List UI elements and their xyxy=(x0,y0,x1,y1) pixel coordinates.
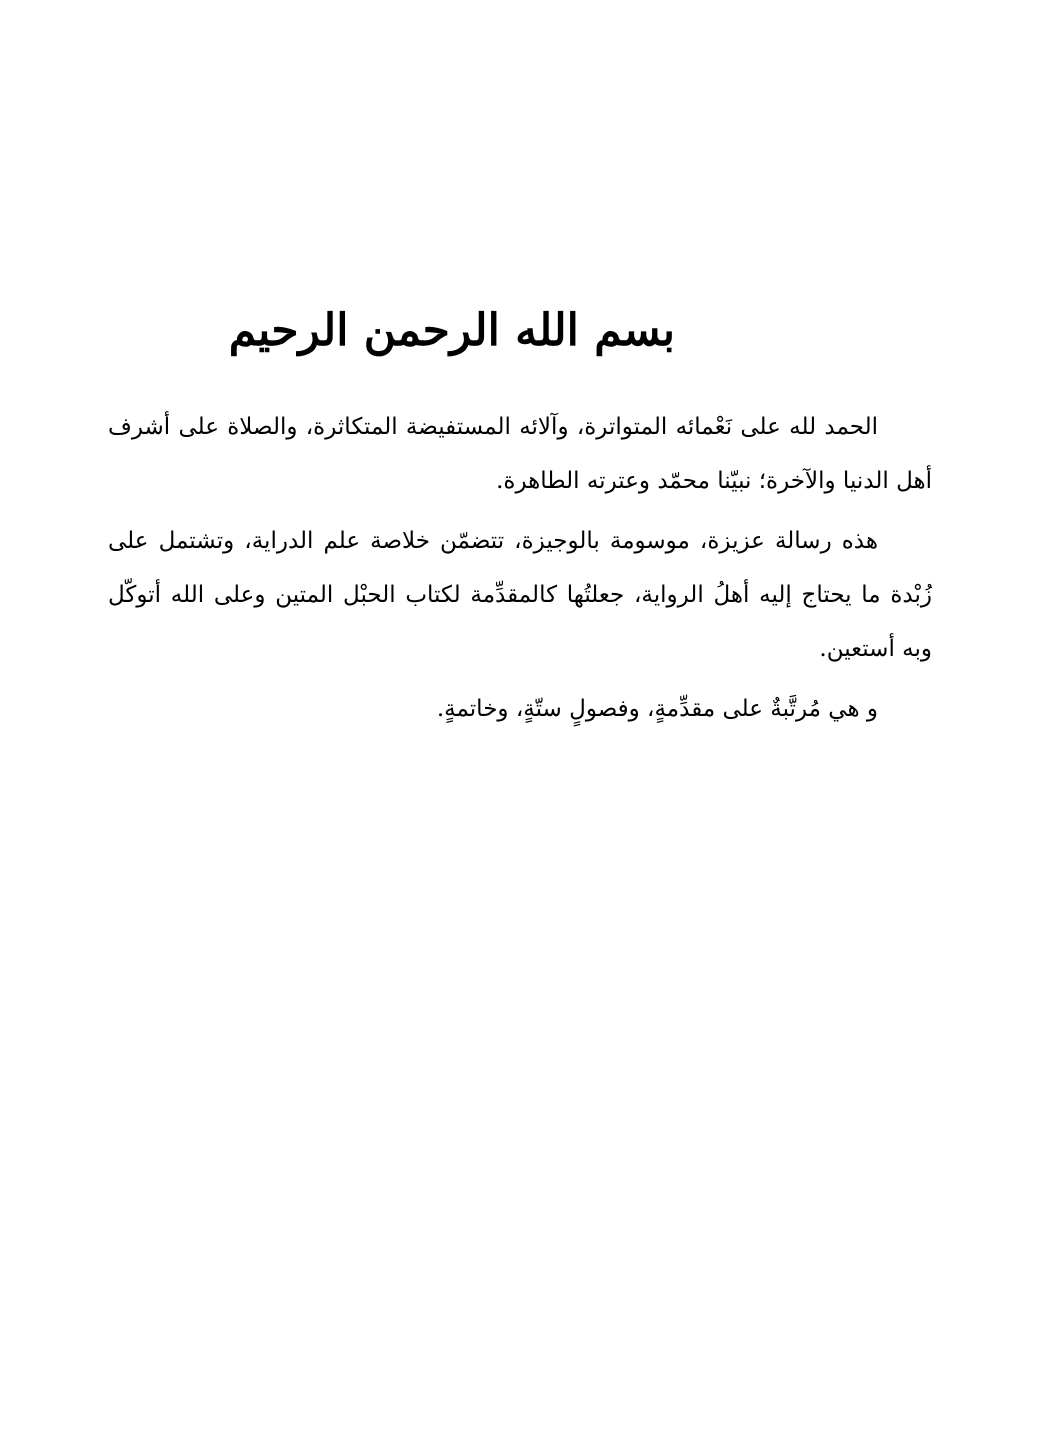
basmala-calligraphy: بسم الله الرحمن الرحيم xyxy=(228,305,675,356)
paragraph-praise: الحمد لله على نَعْمائه المتواترة، وآلائه المستفيضة المتكاثرة، والصلاة على أشرف أهل الدنيا والآخرة؛ نبيّنا محمّد وعترته الطاهرة. xyxy=(108,414,932,494)
document-body xyxy=(108,400,932,742)
paragraph-structure: و هي مُرتَّبةٌ على مقدِّمةٍ، وفصولٍ ستّةٍ، وخاتمةٍ. xyxy=(436,696,878,722)
paragraph-introduction: هذه رسالة عزيزة، موسومة بالوجيزة، تتضمّن خلاصة علم الدراية، وتشتمل على زُبْدة ما يحتاج إليه أهلُ الرواية، جعلتُها كالمقدِّمة لكتاب الحبْل المتين وعلى الله أتوكّل وبه أستعين. xyxy=(108,528,932,662)
